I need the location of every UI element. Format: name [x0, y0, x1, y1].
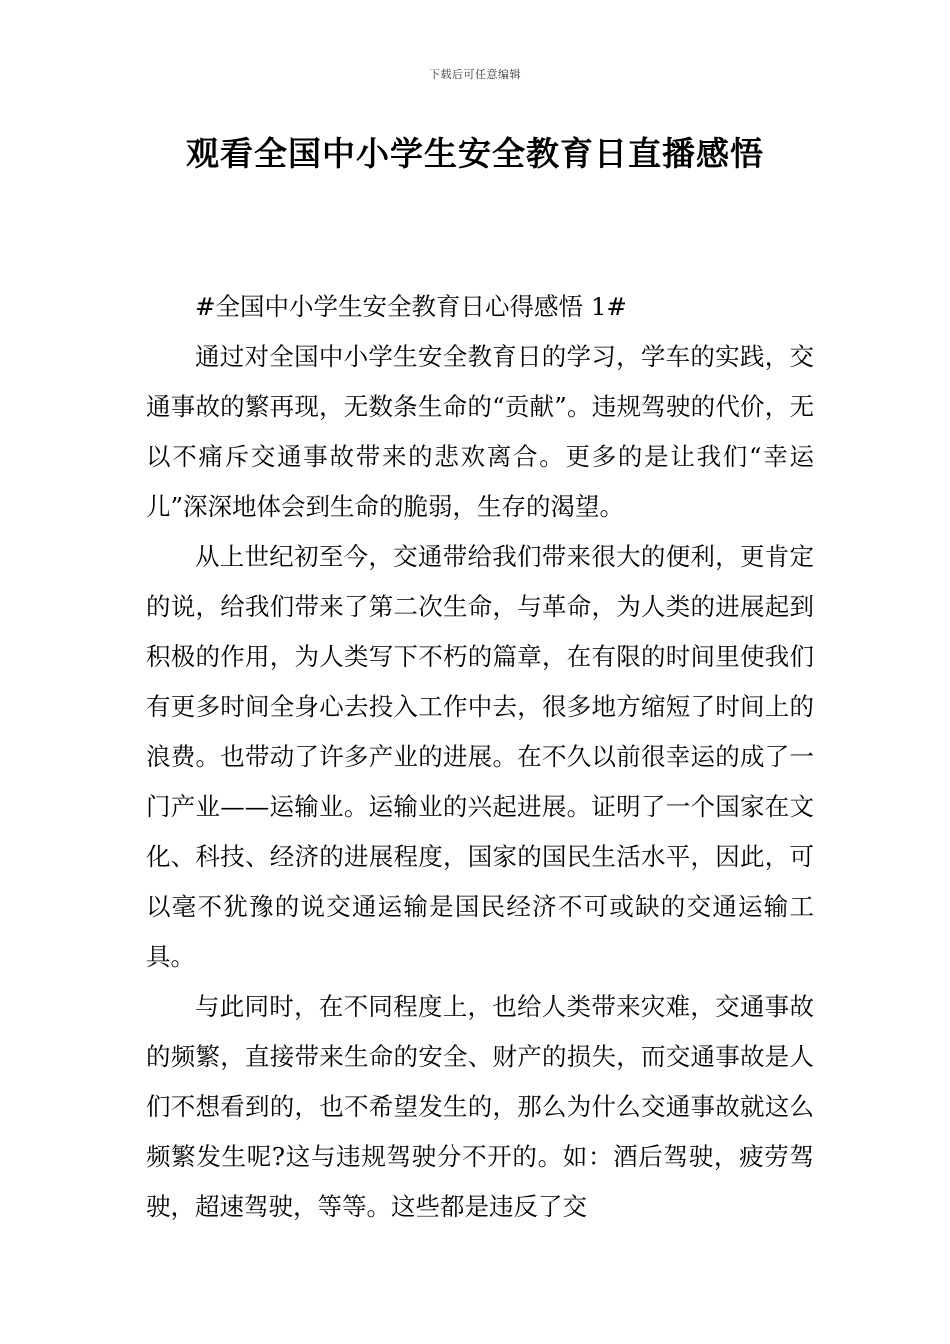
paragraph-section-heading: #全国中小学生安全教育日心得感悟 1#: [195, 292, 627, 321]
document-body: [146, 282, 814, 1232]
paragraph: 通过对全国中小学生安全教育日的学习，学车的实践，交通事故的繁再现，无数条生命的“贡献”。违规驾驶的代价，无以不痛斥交通事故带来的悲欢离合。更多的是让我们“幸运儿”深深地体会到生命的脆弱，生存的渴望。: [146, 342, 814, 521]
document-title: 观看全国中小学生安全教育日直播感悟: [186, 134, 764, 173]
paragraph: 与此同时，在不同程度上，也给人类带来灾难，交通事故的频繁，直接带来生命的安全、财产的损失，而交通事故是人们不想看到的，也不希望发生的，那么为什么交通事故就这么频繁发生呢?这与违规驾驶分不开的。如：酒后驾驶，疲劳驾驶，超速驾驶，等等。这些都是违反了交: [146, 992, 814, 1221]
header-note: 下载后可任意编辑: [429, 68, 521, 81]
paragraph: 从上世纪初至今，交通带给我们带来很大的便利，更肯定的说，给我们带来了第二次生命，与革命，为人类的进展起到积极的作用，为人类写下不朽的篇章，在有限的时间里使我们有更多时间全身心去投入工作中去，很多地方缩短了时间上的浪费。也带动了许多产业的进展。在不久以前很幸运的成了一门产业——运输业。运输业的兴起进展。证明了一个国家在文化、科技、经济的进展程度，国家的国民生活水平，因此，可以毫不犹豫的说交通运输是国民经济不可或缺的交通运输工具。: [146, 542, 814, 971]
